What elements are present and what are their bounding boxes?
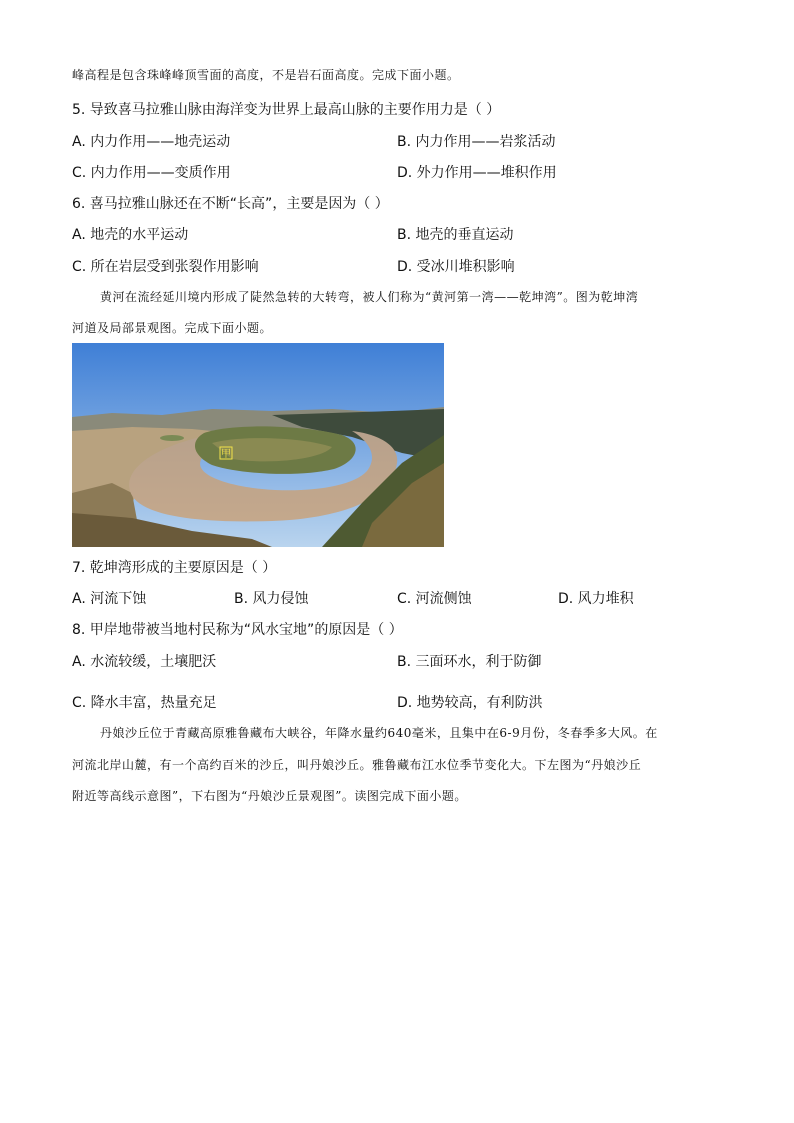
question-8-option-a: A. 水流较缓，土壤肥沃 <box>72 654 217 670</box>
question-6-option-b: B. 地壳的垂直运动 <box>397 227 514 243</box>
question-6-stem: 6. 喜马拉雅山脉还在不断“长高”，主要是因为（ ） <box>72 196 389 212</box>
passage-text: 黄河在流经延川境内形成了陡然急转的大转弯，被人们称为“黄河第一湾——乾坤湾”。图为乾坤湾 <box>100 290 639 304</box>
question-6-option-a: A. 地壳的水平运动 <box>72 227 189 243</box>
question-7-option-b: B. 风力侵蚀 <box>234 591 309 607</box>
question-8-option-b: B. 三面环水，利于防御 <box>397 654 542 670</box>
passage-text: 河道及局部景观图。完成下面小题。 <box>72 321 273 335</box>
figure-label: 甲 <box>221 449 231 460</box>
question-8-stem: 8. 甲岸地带被当地村民称为“风水宝地”的原因是（ ） <box>72 622 403 638</box>
passage-text: 附近等高线示意图”，下右图为“丹娘沙丘景观图”。读图完成下面小题。 <box>72 789 467 803</box>
question-8-option-d: D. 地势较高，有利防洪 <box>397 695 543 711</box>
question-5-stem: 5. 导致喜马拉雅山脉由海洋变为世界上最高山脉的主要作用力是（ ） <box>72 102 501 118</box>
question-5-option-d: D. 外力作用——堆积作用 <box>397 165 557 181</box>
question-5-option-c: C. 内力作用——变质作用 <box>72 165 231 181</box>
question-7-stem: 7. 乾坤湾形成的主要原因是（ ） <box>72 560 277 576</box>
question-6-option-d: D. 受冰川堆积影响 <box>397 259 515 275</box>
passage-text: 峰高程是包含珠峰峰顶雪面的高度，不是岩石面高度。完成下面小题。 <box>72 68 460 82</box>
passage-text: 丹娘沙丘位于青藏高原雅鲁藏布大峡谷，年降水量约640毫米，且集中在6-9月份，冬春季多大风。在 <box>100 726 658 740</box>
question-5-option-a: A. 内力作用——地壳运动 <box>72 134 231 150</box>
question-6-option-c: C. 所在岩层受到张裂作用影响 <box>72 259 259 275</box>
question-5-option-b: B. 内力作用——岩浆活动 <box>397 134 556 150</box>
question-7-option-d: D. 风力堆积 <box>558 591 634 607</box>
question-7-option-c: C. 河流侧蚀 <box>397 591 472 607</box>
question-8-option-c: C. 降水丰富，热量充足 <box>72 695 217 711</box>
passage-text: 河流北岸山麓，有一个高约百米的沙丘，叫丹娘沙丘。雅鲁藏布江水位季节变化大。下左图为“丹娘沙丘 <box>72 758 642 772</box>
question-7-option-a: A. 河流下蚀 <box>72 591 147 607</box>
qiankun-bay-photo <box>72 343 444 547</box>
